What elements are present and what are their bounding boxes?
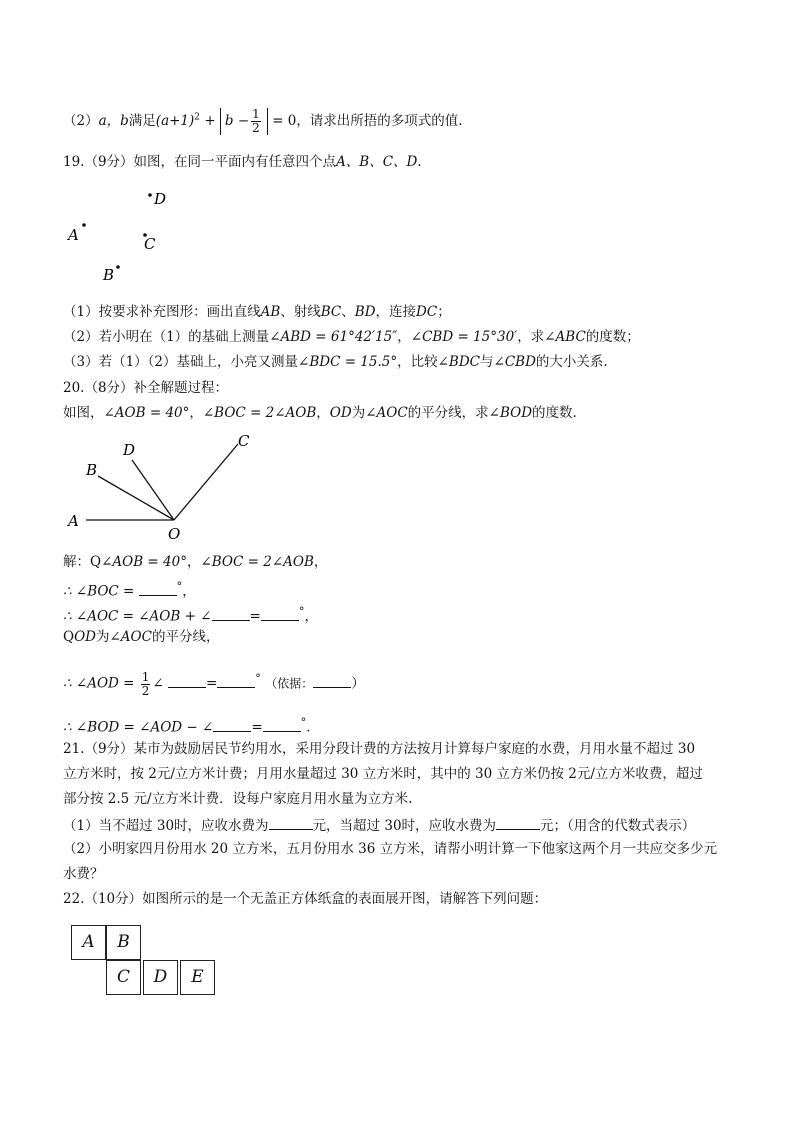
net-face-a: A	[71, 925, 106, 960]
q20-sol4b: OD	[74, 629, 96, 645]
q20-sol4e: 的平分线，	[151, 629, 220, 645]
net-face-d: D	[143, 960, 178, 995]
q20-solution-4	[63, 628, 219, 646]
q18-part2	[63, 108, 463, 135]
q18-part2-prefix: （2）	[63, 113, 99, 129]
q20-degree: °	[298, 605, 305, 618]
q20-frac-num: 1	[141, 669, 150, 684]
q18-frac-den: 2	[252, 121, 260, 135]
label-c: C	[238, 432, 250, 450]
q20-sol5e: （依据：	[265, 676, 314, 691]
q19-s3a: （3）若（1）（2）基础上，小亮又测量	[63, 354, 299, 370]
q18-vars: a，b	[98, 113, 129, 129]
q19-header	[63, 153, 422, 171]
ray-ob	[98, 476, 174, 520]
label-d: D	[123, 441, 136, 459]
q20-prob-h: ∠AOC	[365, 405, 408, 421]
q19-s2f: ∠ABC	[544, 329, 586, 345]
q19-figure	[60, 183, 190, 288]
q21-line6	[63, 865, 104, 883]
q21-l5: （2）小明家四月份用水 20 立方米，五月份用水 36 立方米，请帮小明计算一下他家这两个月一共应交多少元	[63, 841, 718, 857]
q20-sol3d: ，	[304, 608, 318, 625]
q19-s3b: ∠BDC = 15.5°	[298, 354, 398, 370]
q20-frac-den: 2	[141, 683, 150, 698]
q18-abs-value	[220, 108, 268, 135]
q20-solution-3	[63, 603, 318, 626]
q21-line1	[63, 740, 695, 758]
q22-header	[63, 890, 547, 908]
q20-sol5c: =	[205, 675, 218, 692]
q20-solution-5	[63, 670, 365, 698]
q20-sol1d: ∠BOC = 2∠AOB	[200, 554, 314, 570]
q20-degree: °	[176, 580, 183, 593]
q20-sol5b: ∠	[152, 675, 164, 692]
q20-sol6a: ∴ ∠BOD = ∠AOD − ∠	[63, 719, 214, 736]
q19-s2g: 的度数；	[585, 329, 640, 345]
q19-s2d: ∠CBD = 15°30′	[410, 329, 518, 345]
q20-blank-aod[interactable]	[217, 673, 255, 688]
q20-problem	[63, 404, 577, 422]
q19-s2c: ，	[397, 329, 411, 345]
label-b: B	[86, 461, 98, 479]
q19-s1i: ；	[437, 304, 451, 320]
q20-blank-reason[interactable]	[313, 673, 351, 688]
label-c: C	[144, 235, 156, 253]
q19-s1a: （1）按要求补充图形：画出直线	[63, 304, 261, 320]
q21-l2: 立方米时，按 2元/立方米计费；月用水量超过 30 立方米时，其中的 30 立方米仍按 2元/立方米收费，超过	[63, 766, 703, 782]
q19-s1e: 、	[341, 304, 355, 320]
q19-end: .	[417, 154, 422, 170]
q20-sol4a: Q	[63, 629, 75, 645]
ray-od	[132, 460, 174, 520]
q19-s1c: 、射线	[280, 304, 321, 320]
q20-blank-boc[interactable]	[139, 581, 177, 596]
q19-s3g: 的大小关系.	[535, 354, 608, 370]
q19-sub1	[63, 303, 451, 321]
q20-sol3a: ∴ ∠AOC = ∠AOB + ∠	[63, 608, 212, 625]
q20-sol1b: ∠AOB = 40°	[101, 554, 187, 570]
q20-sol1e: ，	[313, 554, 328, 570]
label-a: A	[68, 512, 79, 530]
q20-solution-1	[63, 553, 327, 571]
q20-degree: °	[255, 672, 261, 685]
label-b: B	[103, 266, 115, 284]
q18-expr-left: (a+1)	[155, 113, 195, 129]
q20-half-fraction	[141, 671, 151, 698]
q19-points: A、B、C、D	[336, 154, 418, 170]
q20-prob-f: OD	[329, 405, 352, 421]
q21-l4a: （1）当不超过 30时，应收水费为	[63, 818, 269, 834]
q18-eq0: = 0	[272, 113, 297, 129]
q20-sol3b: =	[249, 608, 261, 625]
q19-s3e: 与	[480, 354, 494, 370]
q20-sol4d: ∠AOC	[109, 629, 152, 645]
ray-oc	[174, 444, 238, 520]
q20-prob-j: ∠BOD	[488, 405, 533, 421]
q18-abs-b: b −	[224, 113, 250, 129]
q20-prob-a: 如图，	[63, 405, 104, 421]
q19-s2a: （2）若小明在（1）的基础上测量	[63, 329, 270, 345]
q20-header	[63, 379, 228, 397]
q20-sol6d: .	[306, 719, 311, 736]
q20-sol1c: ，	[186, 554, 201, 570]
q20-sol5a: ∴ ∠AOD =	[63, 675, 135, 692]
q19-s3d: ∠BDC	[437, 354, 481, 370]
q20-blank-angle3[interactable]	[213, 717, 251, 732]
q20-prob-i: 的平分线，求	[407, 405, 489, 421]
q21-blank-2[interactable]	[496, 815, 540, 830]
label-d: D	[154, 190, 167, 208]
q19-s1f: BD	[354, 304, 376, 320]
q21-line4	[63, 815, 695, 835]
q19-s1d: BC	[320, 304, 342, 320]
net-face-e: E	[180, 960, 215, 995]
q20-solution-2	[63, 578, 196, 601]
q21-line3	[63, 790, 412, 808]
q20-blank-bod[interactable]	[263, 717, 301, 732]
q20-blank-angle2[interactable]	[168, 673, 206, 688]
q18-text1: 满足	[128, 113, 156, 129]
q19-sub3	[63, 353, 608, 371]
q21-line2	[63, 765, 703, 783]
q21-l3: 部分按 2.5 元/立方米计费．设每户家庭月用水量为立方米.	[63, 791, 413, 807]
q21-l4c: 元；（用含的代数式表示）	[540, 818, 696, 834]
q20-sol1a: 解：Q	[63, 554, 102, 570]
q20-sol5f: ）	[351, 675, 365, 692]
net-face-c: C	[106, 960, 141, 995]
q20-prob-d: ∠BOC = 2∠AOB	[202, 405, 317, 421]
q19-s1b: AB	[260, 304, 281, 320]
q19-header-text: 19.（9分）如图，在同一平面内有任意四个点	[63, 154, 337, 170]
q21-l6: 水费？	[63, 866, 104, 882]
q20-prob-b: ∠AOB = 40°	[103, 405, 190, 421]
q20-angle-figure	[62, 430, 272, 545]
q20-sol6b: =	[251, 719, 263, 736]
q18-plus: +	[204, 113, 216, 129]
q19-s3c: ，比较	[397, 354, 438, 370]
q20-sol4c: 为	[95, 629, 110, 645]
q20-prob-k: 的度数.	[532, 405, 577, 421]
q18-fraction	[251, 108, 261, 135]
q20-degree: °	[300, 716, 307, 729]
q20-prob-e: ，	[316, 405, 330, 421]
q22-header-text: 22.（10分）如图所示的是一个无盖正方体纸盒的表面展开图，请解答下列问题：	[63, 891, 548, 907]
label-a: A	[68, 226, 79, 244]
point-a	[82, 223, 86, 227]
q20-solution-6	[63, 714, 311, 737]
q20-sol2a: ∴ ∠BOC =	[63, 583, 135, 600]
point-d	[148, 193, 152, 197]
q19-s3f: ∠CBD	[493, 354, 536, 370]
q20-blank-aoc[interactable]	[261, 606, 299, 621]
label-o: O	[168, 525, 181, 543]
q20-blank-angle[interactable]	[212, 606, 250, 621]
q21-l1: 21.（9分）某市为鼓励居民节约用水，采用分段计费的方法按月计算每户家庭的水费，月用水量不超过 30	[63, 741, 696, 757]
q18-text2: ，请求出所捂的多项式的值.	[296, 113, 463, 129]
net-face-b: B	[106, 925, 141, 960]
q18-exponent: 2	[194, 112, 201, 123]
q21-blank-1[interactable]	[269, 815, 313, 830]
q19-s1h: DC	[416, 304, 438, 320]
q21-l4b: 元，当超过 30时，应收水费为	[312, 818, 497, 834]
q19-s1g: ，连接	[375, 304, 417, 320]
q19-s2b: ∠ABD = 61°42′15″	[269, 329, 398, 345]
q20-prob-c: ，	[189, 405, 203, 421]
point-b	[116, 265, 120, 269]
q18-frac-num: 1	[252, 107, 260, 121]
q19-sub2	[63, 328, 640, 346]
q21-line5	[63, 840, 717, 858]
q20-header-text: 20.（8分）补全解题过程：	[63, 380, 229, 396]
q20-prob-g: 为	[351, 405, 366, 421]
q19-s2e: ，求	[517, 329, 545, 345]
q20-sol2c: ，	[182, 583, 196, 600]
